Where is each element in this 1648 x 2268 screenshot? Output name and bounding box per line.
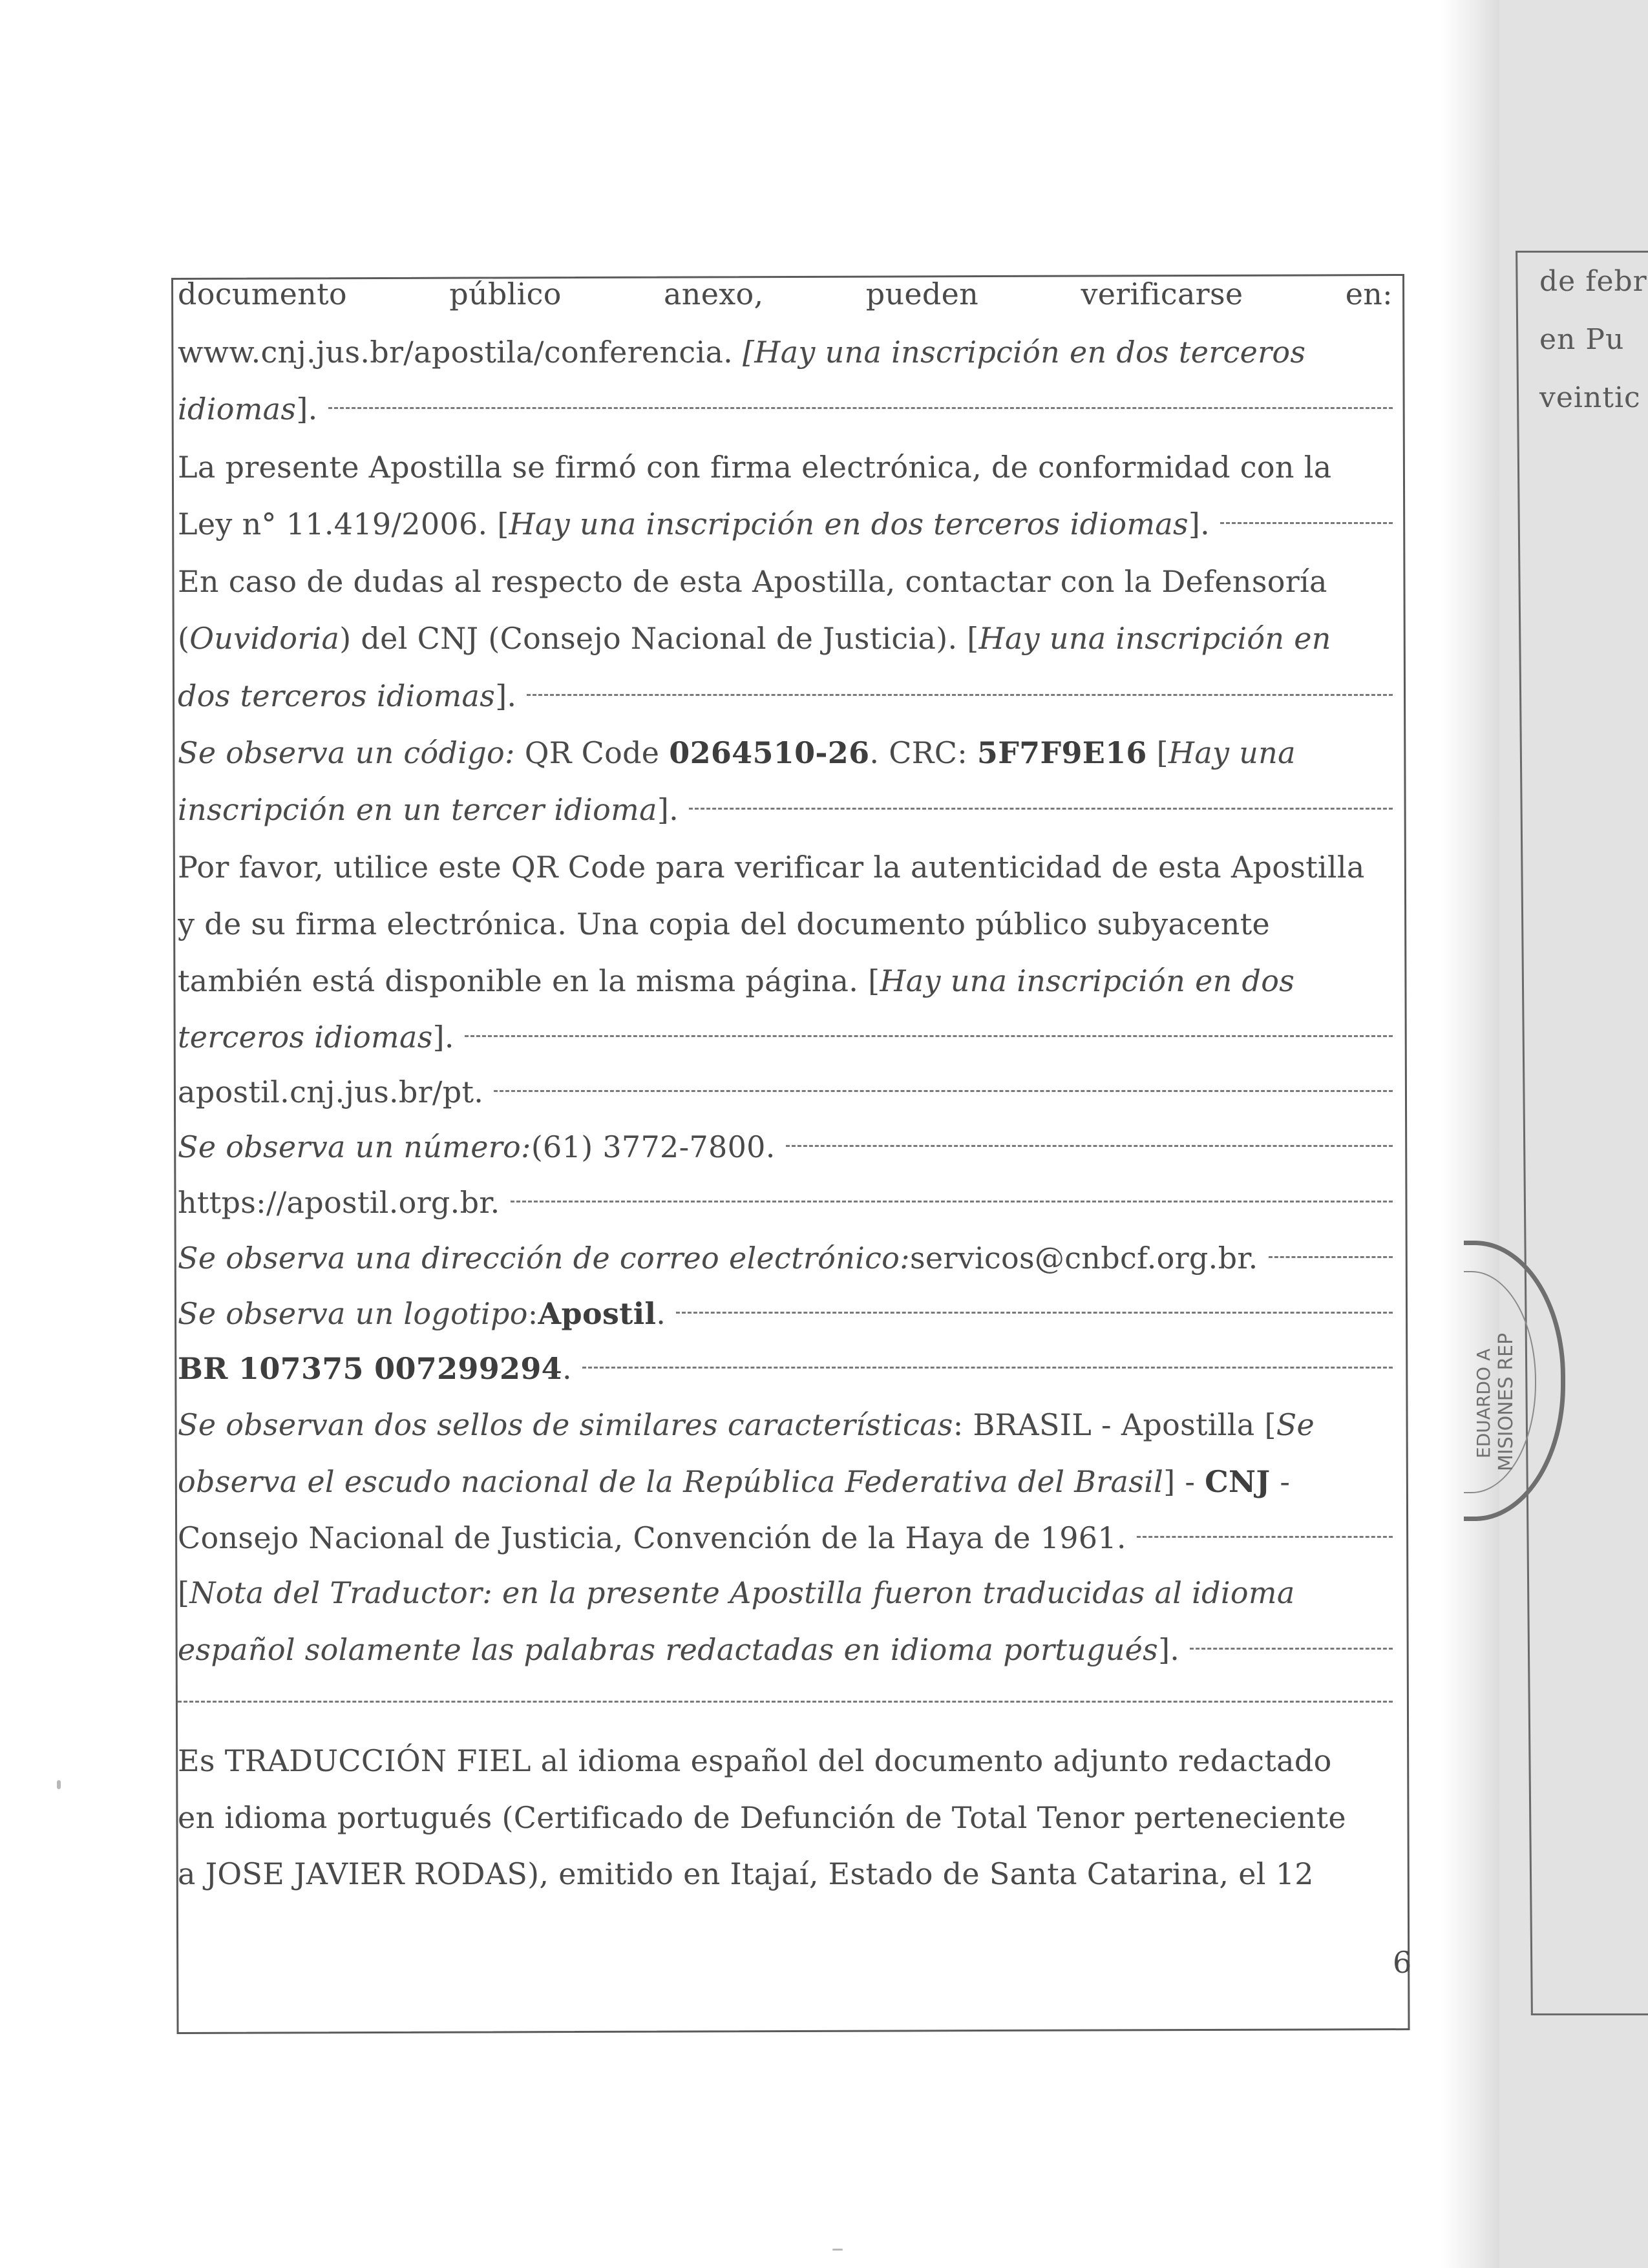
text-line xyxy=(178,784,1393,835)
text-run: ( xyxy=(178,621,190,656)
text-run: QR Code xyxy=(514,735,670,770)
translator-note: Se xyxy=(1276,1407,1315,1442)
text-run: Ley n° 11.419/2006. [ xyxy=(178,507,509,541)
text-line xyxy=(178,955,1393,1007)
stamp-inner-text: MISIONES REP xyxy=(1495,1332,1517,1471)
text-run: [ xyxy=(1146,735,1168,770)
translator-note: terceros idiomas xyxy=(178,1020,433,1055)
text-line xyxy=(178,841,1393,893)
dash-filler xyxy=(527,694,1393,696)
email-address: servicos@cnbcf.org.br. xyxy=(909,1241,1258,1276)
scan-artifact xyxy=(832,2249,843,2251)
certification-text: Es TRADUCCIÓN FIEL al idioma español del documento adjunto redactado xyxy=(178,1743,1332,1778)
text-line xyxy=(178,326,1393,378)
translator-note: Se observa una dirección de correo electrónico: xyxy=(178,1241,910,1276)
text-run: documento xyxy=(178,277,347,311)
dash-filler xyxy=(676,1312,1393,1314)
text-line xyxy=(178,1288,1393,1339)
translator-note: Hay una inscripción en dos terceros idiomas xyxy=(509,507,1188,541)
dash-filler xyxy=(178,1701,1393,1703)
certification-text: en idioma portugués (Certificado de Defunción de Total Tenor perteneciente xyxy=(178,1800,1346,1835)
adjacent-page-line: de febr xyxy=(1539,265,1647,298)
text-run: en: xyxy=(1345,277,1393,311)
text-run: ]. xyxy=(1188,507,1210,541)
cnj-label: CNJ xyxy=(1205,1464,1271,1499)
translator-note: dos terceros idiomas xyxy=(178,678,496,713)
translator-note: Se observa un logotipo xyxy=(178,1296,528,1331)
text-run: público xyxy=(449,277,562,311)
translator-note: español solamente las palabras redactadas en idioma portugués xyxy=(178,1632,1159,1667)
text-line xyxy=(178,1011,1393,1063)
url-text: apostil.cnj.jus.br/pt. xyxy=(178,1075,484,1109)
book-gutter-shadow xyxy=(1441,0,1499,2268)
text-run: anexo, xyxy=(664,277,764,311)
translator-note: Nota del Traductor: en la presente Apostilla fueron traducidas al idioma xyxy=(189,1575,1295,1610)
adjacent-page-line: en Pu xyxy=(1539,323,1625,356)
text-run: ) del CNJ (Consejo Nacional de Justicia). [ xyxy=(339,621,979,656)
dash-filler xyxy=(494,1090,1393,1092)
translator-note: Se observa un código: xyxy=(178,735,515,770)
url-text: www.cnj.jus.br/apostila/conferencia. xyxy=(178,335,743,370)
text-run: : xyxy=(527,1296,538,1331)
dash-filler xyxy=(328,407,1393,409)
translator-note: inscripción en un tercer idioma xyxy=(178,792,657,827)
text-run: Ouvidoria xyxy=(189,621,340,656)
text-run: ]. xyxy=(495,678,517,713)
text-line xyxy=(178,441,1393,493)
dash-filler xyxy=(465,1035,1393,1037)
crc-code: 5F7F9E16 xyxy=(977,735,1147,770)
text-run: En caso de dudas al respecto de esta Apostilla, contactar con la Defensoría xyxy=(178,564,1327,599)
text-line xyxy=(178,1677,1393,1728)
text-line xyxy=(178,1848,1393,1900)
text-run: . CRC: xyxy=(869,735,977,770)
translator-note: Hay una xyxy=(1168,735,1296,770)
text-line xyxy=(178,1121,1393,1173)
text-run: pueden xyxy=(865,277,979,311)
text-line xyxy=(178,1512,1393,1564)
translator-note: Hay una inscripción en dos xyxy=(880,963,1295,998)
text-run: y de su firma electrónica. Una copia del documento público subyacente xyxy=(178,907,1271,941)
text-line xyxy=(178,1567,1393,1619)
text-line xyxy=(178,613,1393,664)
text-line xyxy=(178,498,1393,550)
apostille-number: BR 107375 007299294 xyxy=(178,1351,562,1386)
text-run: [ xyxy=(178,1575,190,1610)
text-run: ]. xyxy=(296,392,318,426)
translator-note: Se observan dos sellos de similares características xyxy=(178,1407,953,1442)
translator-note: Se observa un número: xyxy=(178,1129,531,1164)
text-line xyxy=(178,556,1393,607)
translator-note: idiomas xyxy=(178,392,297,426)
phone-number: (61) 3772-7800. xyxy=(531,1129,776,1164)
adjacent-page-border xyxy=(1516,251,1648,2015)
dash-filler xyxy=(1190,1648,1393,1650)
translator-note: Hay una inscripción en xyxy=(978,621,1331,656)
text-line xyxy=(178,1456,1393,1507)
dash-filler xyxy=(689,808,1393,810)
dash-filler xyxy=(1269,1256,1393,1258)
qr-code-number: 0264510-26 xyxy=(669,735,870,770)
text-run: . xyxy=(562,1351,572,1386)
text-run: ] - xyxy=(1163,1464,1205,1499)
text-run: Por favor, utilice este QR Code para verificar la autenticidad de esta Apostilla xyxy=(178,850,1365,885)
dash-filler xyxy=(1137,1536,1393,1538)
text-line xyxy=(178,1624,1393,1675)
text-line xyxy=(178,1177,1393,1228)
text-run: . xyxy=(656,1296,666,1331)
text-run: ]. xyxy=(657,792,679,827)
scan-artifact xyxy=(57,1780,61,1789)
text-line xyxy=(178,268,1393,320)
text-line xyxy=(178,1066,1393,1118)
page-number: 6 xyxy=(1393,1945,1412,1980)
translator-note: [Hay una inscripción en dos terceros xyxy=(743,335,1306,370)
text-line xyxy=(178,1343,1393,1394)
adjacent-page-line: veintic xyxy=(1539,381,1641,414)
text-run: La presente Apostilla se firmó con firma electrónica, de conformidad con la xyxy=(178,450,1332,485)
text-line xyxy=(178,1735,1393,1787)
text-line xyxy=(178,1399,1393,1451)
text-line xyxy=(178,1792,1393,1843)
text-line xyxy=(178,383,1393,435)
url-text: https://apostil.org.br. xyxy=(178,1185,500,1220)
certification-text: a JOSE JAVIER RODAS), emitido en Itajaí, Estado de Santa Catarina, el 12 xyxy=(178,1856,1314,1891)
text-line xyxy=(178,670,1393,722)
text-run: ]. xyxy=(1158,1632,1180,1667)
text-line xyxy=(178,727,1393,779)
text-run: : BRASIL - Apostilla [ xyxy=(953,1407,1276,1442)
text-line xyxy=(178,1232,1393,1284)
text-run: verificarse xyxy=(1081,277,1243,311)
logo-name: Apostil xyxy=(538,1296,657,1331)
text-run: Consejo Nacional de Justicia, Convención de la Haya de 1961. xyxy=(178,1520,1126,1555)
dash-filler xyxy=(786,1145,1393,1147)
text-run: - xyxy=(1270,1464,1291,1499)
text-line xyxy=(178,898,1393,950)
text-run: ]. xyxy=(432,1020,454,1055)
stamp-outer-text: EDUARDO A xyxy=(1473,1348,1494,1458)
translator-note: observa el escudo nacional de la República Federativa del Brasil xyxy=(178,1464,1164,1499)
text-run: también está disponible en la misma página. [ xyxy=(178,963,880,998)
dash-filler xyxy=(511,1201,1393,1202)
dash-filler xyxy=(582,1367,1393,1369)
dash-filler xyxy=(1220,522,1393,524)
